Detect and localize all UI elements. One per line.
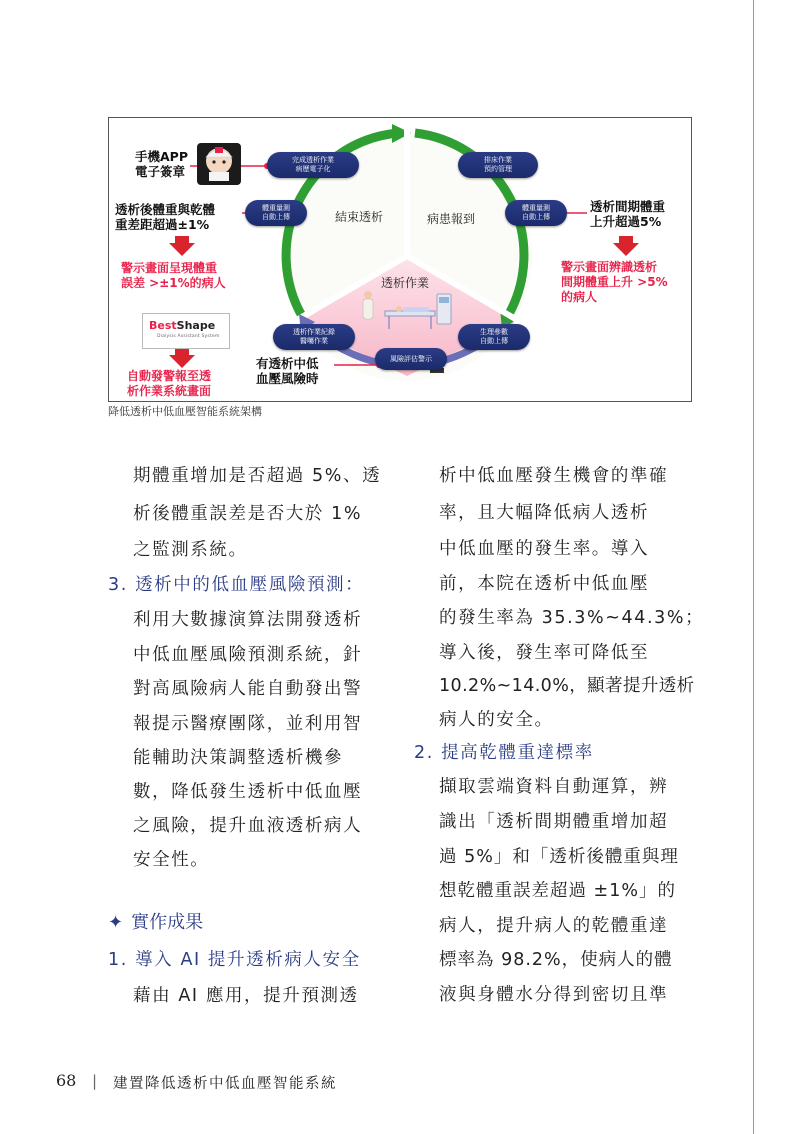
pill-vitals-line-2: 自動上傳 [480, 337, 508, 345]
pill-risk-label: 風險評估警示 [390, 354, 432, 363]
app-label-line-1: 手機APP [135, 149, 188, 164]
right-weight-criterion [590, 199, 665, 229]
pill-complete-line-2: 病歷電子化 [295, 165, 331, 173]
figure-caption: 降低透析中低血壓智能系統架構 [108, 405, 262, 418]
segment-end-dialysis: 結束透析 [335, 210, 384, 224]
bottom-warning-line-1: 自動發警報至透 [127, 369, 212, 383]
pill-complete-line-1: 完成透析作業 [292, 156, 334, 164]
right-warning-text [561, 260, 668, 305]
pill-weight-upload-right [505, 200, 567, 226]
segment-dialysis-work: 透析作業 [381, 276, 430, 290]
right-line-7: 10.2%~14.0%，顯著提升透析 [439, 676, 695, 696]
heading-1-text: 導入 AI 提升透析病人安全 [135, 950, 361, 970]
right-line-10: 擷取雲端資料自動運算，辨 [439, 777, 669, 797]
right-criterion-line-1: 透析間期體重 [590, 199, 666, 214]
left-line-12: 安全性。 [133, 850, 210, 870]
right-line-12: 過 5%」和「透析後體重與理 [439, 847, 679, 867]
pill-weight-right-line-2: 自動上傳 [522, 213, 550, 221]
left-line-9: 能輔助決策調整透析機參 [133, 748, 344, 768]
left-warning-text [121, 261, 226, 291]
bestshape-brand [149, 319, 215, 332]
right-warning-line-1: 警示畫面辨識透析 [561, 260, 658, 274]
heading-3 [108, 571, 364, 596]
pill-weight-upload-left [245, 200, 307, 226]
left-criterion-line-1: 透析後體重與乾體 [115, 202, 216, 217]
left-line-6: 中低血壓風險預測系統，針 [133, 645, 363, 665]
app-label-line-2: 電子簽章 [135, 164, 186, 179]
heading-2-number: 2. [414, 743, 434, 763]
hypotension-risk-text [256, 356, 319, 386]
right-line-13: 想乾體重誤差超過 ±1%」的 [439, 881, 676, 901]
left-line-11: 之風險，提升血液透析病人 [133, 816, 363, 836]
left-line-5: 利用大數據演算法開發透析 [133, 610, 363, 630]
brand-prefix: Best [149, 319, 177, 332]
pill-bed-scheduling [458, 152, 538, 178]
red-arrow-left [169, 236, 195, 256]
section-title: 實作成果 [131, 912, 204, 933]
left-line-1: 期體重增加是否超過 5%、透 [133, 466, 382, 486]
left-line-2: 析後體重誤差是否大於 1% [133, 504, 363, 524]
page-edge-line [753, 0, 754, 1134]
right-criterion-line-2: 上升超過5% [590, 214, 662, 229]
right-line-3: 中低血壓的發生率。導入 [439, 539, 650, 559]
pill-vitals-upload [458, 324, 530, 350]
pill-bed-line-2: 預約管理 [484, 165, 512, 173]
right-warning-line-2: 間期體重上升 >5% [561, 275, 668, 289]
heading-3-text: 透析中的低血壓風險預測： [135, 575, 365, 595]
pill-complete-dialysis [267, 152, 359, 178]
section-heading-results [108, 908, 203, 934]
right-line-11: 識出「透析間期體重增加超 [439, 812, 669, 832]
left-lower-line-2: 藉由 AI 應用，提升預測透 [133, 986, 359, 1006]
bottom-warning-line-2: 析作業系統畫面 [127, 384, 212, 398]
right-line-6: 導入後，發生率可降低至 [439, 643, 650, 663]
left-line-3: 之監測系統。 [133, 540, 248, 560]
pill-record-line-2: 醫囑作業 [300, 337, 328, 345]
heading-1-number: 1. [108, 950, 128, 970]
pill-weight-left-line-2: 自動上傳 [262, 213, 290, 221]
right-line-16: 液與身體水分得到密切且準 [439, 985, 669, 1005]
brand-suffix: Shape [176, 319, 216, 332]
risk-text-line-2: 血壓風險時 [256, 371, 319, 386]
running-title: 建置降低透析中低血壓智能系統 [113, 1076, 337, 1092]
right-line-4: 前，本院在透析中低血壓 [439, 574, 650, 594]
left-weight-criterion [115, 202, 215, 232]
left-criterion-line-2: 重差距超過±1% [115, 217, 210, 232]
app-signature-label [135, 149, 188, 179]
star-icon: ✦ [108, 912, 124, 933]
right-line-8: 病人的安全。 [439, 710, 554, 730]
pill-bed-line-1: 排床作業 [484, 156, 512, 164]
right-line-2: 率，且大幅降低病人透析 [439, 503, 650, 523]
heading-2-text: 提高乾體重達標率 [441, 743, 594, 763]
left-line-8: 報提示醫療團隊，並利用智 [133, 714, 363, 734]
red-arrow-right [613, 236, 639, 256]
left-line-7: 對高風險病人能自動發出警 [133, 679, 363, 699]
left-warning-line-1: 警示畫面呈現體重 [121, 261, 218, 275]
heading-2 [414, 739, 594, 764]
right-line-14: 病人，提升病人的乾體重達 [439, 916, 669, 936]
pill-record-line-1: 透析作業紀錄 [293, 328, 335, 336]
system-architecture-figure [108, 117, 692, 402]
app-doctor-icon [197, 143, 241, 185]
right-warning-line-3: 的病人 [561, 290, 598, 304]
footer-separator: | [92, 1072, 98, 1090]
pill-vitals-line-1: 生理參數 [480, 328, 508, 336]
heading-1 [108, 946, 361, 971]
red-arrow-bottom [169, 348, 195, 368]
right-line-1: 析中低血壓發生機會的準確 [439, 466, 669, 486]
bottom-warning-text [127, 369, 211, 399]
heading-3-number: 3. [108, 575, 128, 595]
pill-dialysis-record [273, 324, 355, 350]
segment-patient-checkin: 病患報到 [427, 212, 476, 226]
pill-weight-left-line-1: 體重量測 [262, 204, 290, 212]
bestshape-logo [142, 313, 230, 349]
page-number: 68 [56, 1071, 77, 1090]
bestshape-subtitle: Dialysis Assistant System [157, 334, 220, 339]
left-line-10: 數，降低發生透析中低血壓 [133, 782, 363, 802]
pill-risk-alert [375, 348, 447, 370]
left-warning-line-2: 誤差 >±1%的病人 [121, 276, 226, 290]
pill-weight-right-line-1: 體重量測 [522, 204, 550, 212]
right-line-5: 的發生率為 35.3%~44.3%； [439, 608, 705, 628]
right-line-15: 標率為 98.2%，使病人的體 [439, 950, 673, 970]
risk-text-line-1: 有透析中低 [256, 356, 319, 371]
